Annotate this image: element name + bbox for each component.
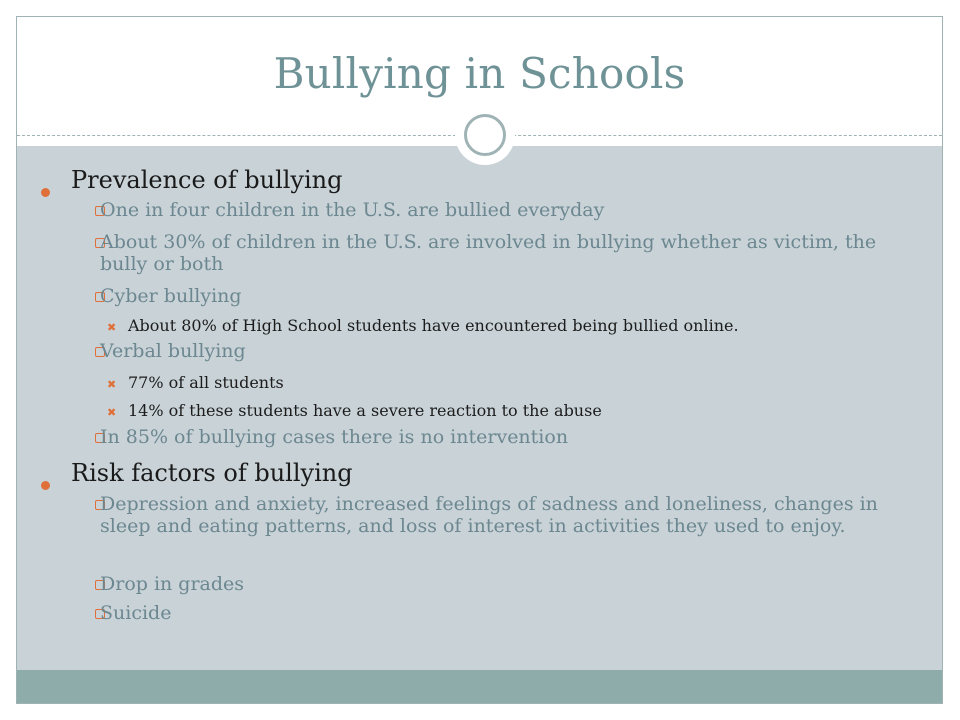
point-suicide: Suicide	[100, 602, 172, 624]
point-drop-in-grades: Drop in grades	[100, 573, 245, 595]
section-heading-prevalence: Prevalence of bullying	[71, 166, 343, 194]
bullet-dot-icon	[41, 188, 50, 197]
point-one-in-four: One in four children in the U.S. are bullied everyday	[100, 199, 605, 221]
point-depression-anxiety: Depression and anxiety, increased feelings of sadness and loneliness, changes in sleep and eating patterns, and loss of interest in activities they used to enjoy.	[100, 493, 878, 537]
point-thirty-percent: About 30% of children in the U.S. are involved in bullying whether as victim, the bully or both	[100, 231, 877, 275]
x-bullet-icon: ✖	[107, 378, 117, 391]
section-heading-risk-factors: Risk factors of bullying	[71, 459, 353, 487]
point-no-intervention: In 85% of bullying cases there is no intervention	[100, 426, 569, 448]
x-bullet-icon: ✖	[107, 406, 117, 419]
point-cyber-80-percent: About 80% of High School students have encountered being bullied online.	[128, 316, 739, 335]
point-verbal-bullying: Verbal bullying	[100, 340, 246, 362]
slide-frame	[16, 16, 943, 704]
ring-emblem-icon	[455, 105, 515, 165]
footer-bar	[17, 670, 942, 703]
point-cyber-bullying: Cyber bullying	[100, 285, 242, 307]
bullet-dot-icon	[41, 481, 50, 490]
slide-title: Bullying in Schools	[273, 49, 686, 98]
x-bullet-icon: ✖	[107, 321, 117, 334]
point-verbal-77-percent: 77% of all students	[128, 373, 284, 392]
point-verbal-14-percent: 14% of these students have a severe reaction to the abuse	[128, 401, 602, 420]
